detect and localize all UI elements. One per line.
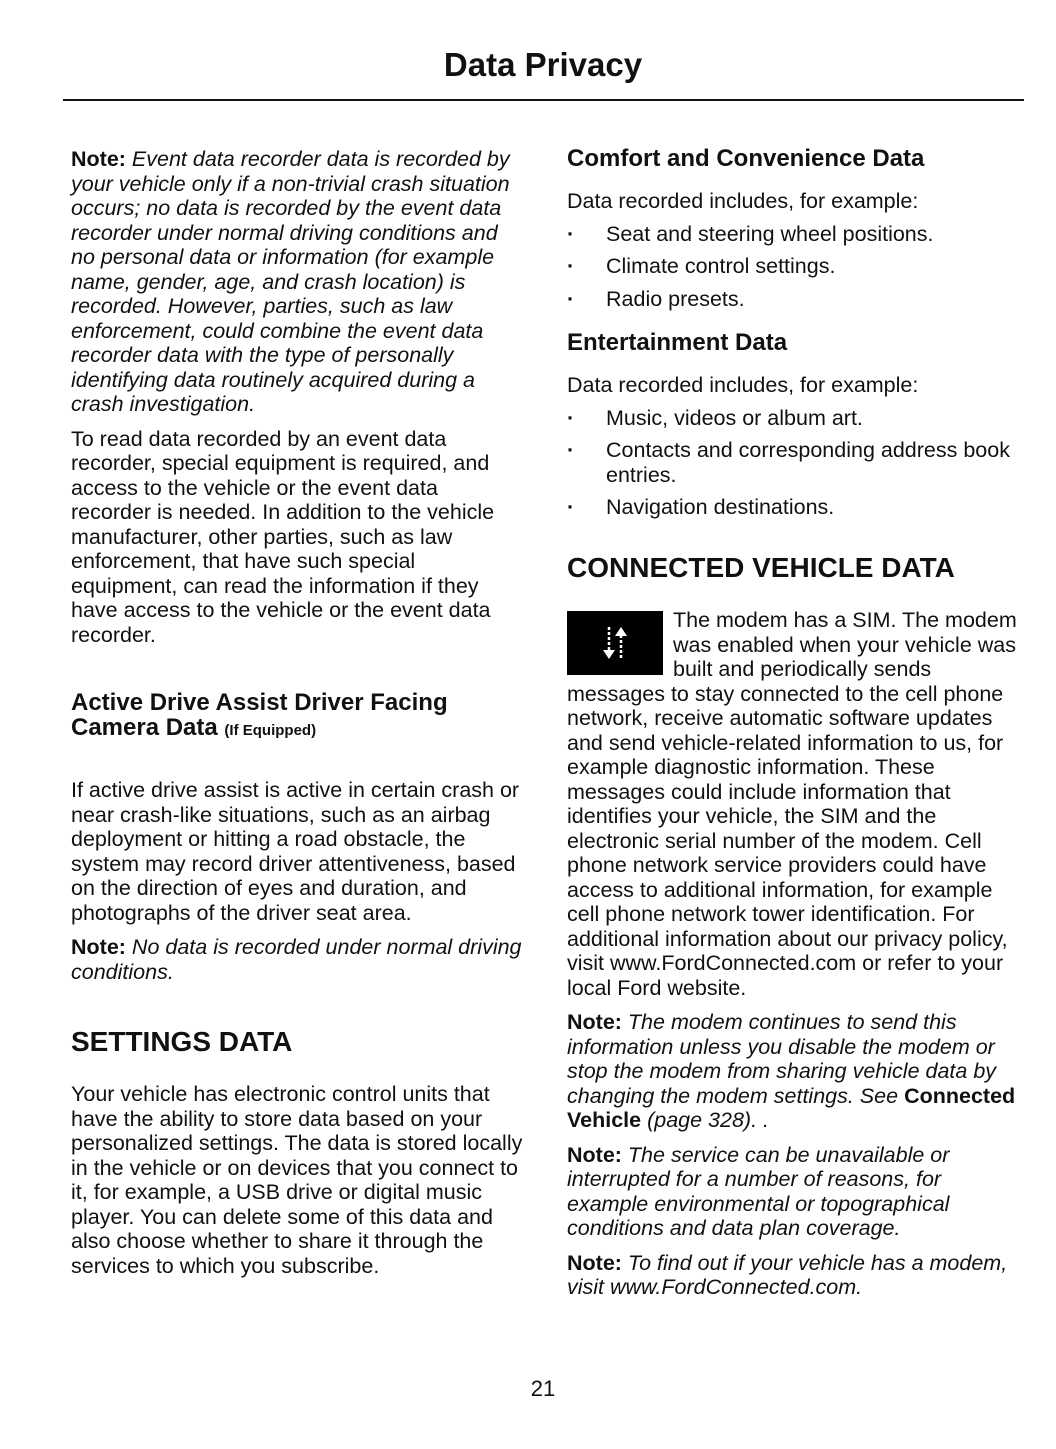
note-modem-settings: Note: The modem continues to send this information unless you disable the modem or stop the modem from sharing vehicle data by changing the modem settings. See Connected Vehicle (page 328). . bbox=[567, 1010, 1016, 1132]
note-normal-driving: Note: No data is recorded under normal driving conditions. bbox=[71, 935, 522, 984]
right-column-2 bbox=[567, 330, 1019, 528]
paragraph-driver-camera: If active drive assist is active in certain crash or near crash-like situations, such as an airbag deployment or hitting a road obstacle, the system may record driver attentiveness, based on the direction of eyes and duration, and photographs of the driver seat area. bbox=[71, 778, 520, 925]
header-divider bbox=[63, 99, 1024, 101]
link-connected-vehicle[interactable]: Connected Vehicle bbox=[567, 1083, 1016, 1132]
right-column bbox=[567, 146, 1019, 319]
page-number: 21 bbox=[530, 1376, 556, 1401]
left-column-3 bbox=[71, 1027, 523, 1288]
paragraph-edr-access: To read data recorded by an event data recorder, special equipment is required, and access to the vehicle or the event data recorder is needed. In addition to the vehicle manufacturer, other parties, such as law enforcement, that have such special equipment, can read the information if they have access to the vehicle or the event data recorder. bbox=[71, 426, 495, 647]
list-item: · Music, videos or album art. bbox=[567, 406, 1019, 431]
note-edr: Note: Event data recorder data is recorded by your vehicle only if a non-trivial crash situation occurs; no data is recorded by the event data recorder under normal driving conditions and no personal data or information (for example name, gender, age, and crash location) is recorded. However, parties, such as law enforcement, could combine the event data recorder data with the type of personally identifying data routinely acquired during a crash investigation. bbox=[71, 147, 510, 416]
list-item: · Navigation destinations. bbox=[567, 495, 1019, 520]
heading-entertainment-data: Entertainment Data bbox=[567, 329, 788, 356]
right-column-3 bbox=[567, 553, 1019, 1310]
heading-connected-vehicle-data: CONNECTED VEHICLE DATA bbox=[567, 552, 955, 583]
heading-comfort-data: Comfort and Convenience Data bbox=[567, 145, 925, 172]
heading-settings-data: SETTINGS DATA bbox=[71, 1026, 293, 1057]
list-item: · Seat and steering wheel positions. bbox=[567, 222, 1019, 247]
paragraph-settings-data: Your vehicle has electronic control units that have the ability to store data based on your personalized settings. The data is stored locally in the vehicle or on devices that you connect to it, for example, a USB drive or digital music player. You can delete some of this data and also choose whether to share it through the services to which you subscribe. bbox=[71, 1082, 523, 1278]
list-item: · Climate control settings. bbox=[567, 254, 1019, 279]
heading-driver-camera: Active Drive Assist Driver Facing Camera Data (If Equipped) bbox=[71, 689, 448, 741]
left-column bbox=[71, 147, 523, 657]
intro-entertainment: Data recorded includes, for example: bbox=[567, 373, 919, 397]
note-find-modem: Note: To find out if your vehicle has a modem, visit www.FordConnected.com. bbox=[567, 1250, 1008, 1299]
left-column-2 bbox=[71, 690, 523, 994]
note-service-unavailable: Note: The service can be unavailable or interrupted for a number of reasons, for example environmental or topographical conditions and data plan coverage. bbox=[567, 1142, 950, 1240]
list-item: · Contacts and corresponding address book entries. bbox=[567, 438, 1019, 487]
list-item: · Radio presets. bbox=[567, 287, 1019, 312]
paragraph-modem: The modem has a SIM. The modem was enabled when your vehicle was built and periodically sends messages to stay connected to the cell phone network, receive automatic software updates and send vehicle-related information to us, for example diagnostic information. These messages could include information that identifies your vehicle, the SIM and the electronic serial number of the modem. Cell phone network service providers could have access to additional information, for example cell phone network tower identification. For additional information about our privacy policy, visit www.FordConnected.com or refer to your local Ford website. bbox=[567, 608, 1017, 1000]
modem-data-transfer-icon bbox=[567, 611, 663, 675]
intro-comfort: Data recorded includes, for example: bbox=[567, 189, 919, 213]
list-comfort bbox=[567, 222, 1019, 312]
page-title: Data Privacy bbox=[443, 46, 643, 83]
list-entertainment bbox=[567, 406, 1019, 520]
